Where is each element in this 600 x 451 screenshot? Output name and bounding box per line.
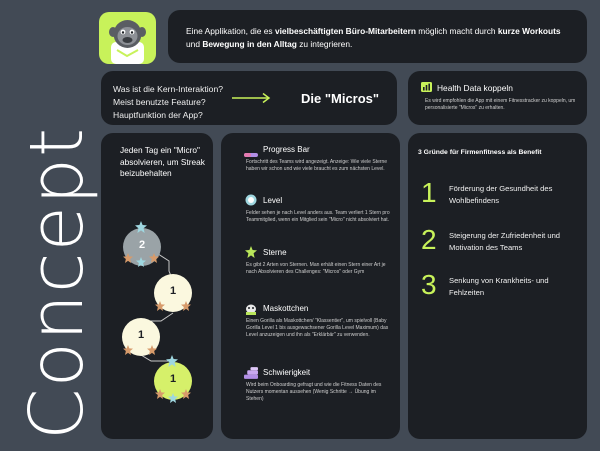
intro-card [168,10,587,63]
feature-mascot-description: Einen Gorilla als Maskottchen/ "Klassentier", um spielvoll (Baby Gorilla Level 1 bis ausgewachsener Gorilla Level Maximum) das Level anzuzeigen und ihn als "Erklärbär" zu verwenden. [246,318,389,338]
mascot-icon [244,303,258,315]
features-card [221,133,400,439]
intro-text: Eine Applikation, die es vielbeschäftigten Büro-Mitarbeitern möglich macht durch kurze Workouts und Bewegung in den Alltag zu integrieren. [186,26,561,49]
benefit-number: 3 [421,269,437,300]
streak-node-label: 1 [137,329,145,341]
star-icon [155,389,165,399]
feature-stars-description: Es gibt 2 Arten von Sternen. Man erhält einen Stern einer Art je nach Absolvieren des Challenges: "Micros" oder Gym [246,262,386,275]
benefits-title: 3 Gründe für Firmenfitness als Benefit [418,149,542,156]
feature-stars: Sterne [263,248,287,257]
star-icon [135,221,147,233]
benefit-number: 2 [421,224,437,255]
streak-title: Jeden Tag ein "Micro" absolvieren, um Streak beizubehalten [120,145,205,178]
question-main-function: Hauptfunktion der App? [113,110,203,120]
gorilla-logo-icon [99,12,156,64]
star-icon [123,253,133,263]
health-data-card [408,71,587,125]
health-description: Es wird empfohlen die App mit einem Fitnesstracker zu koppeln, um personalisierte "Micros" zu erhalten. [425,98,576,111]
feature-difficulty-description: Wird beim Onboarding gefragt und wie die Fitness Daten des Nutzers momentan aussehen (Wenig Schritte → Übung im Stehen) [246,382,382,402]
feature-mascot: Maskottchen [263,304,309,313]
star-icon [155,301,165,311]
level-icon [244,194,258,206]
question-core-interaction: Was ist die Kern-Interaktion? [113,84,224,94]
feature-progress-bar: Progress Bar [263,145,310,154]
feature-level: Level [263,196,283,205]
difficulty-icon [244,367,258,379]
benefit-number: 1 [421,177,437,208]
streak-node-label: 1 [169,373,177,385]
question-most-used-feature: Meist benutzte Feature? [113,97,206,107]
benefit-text: Steigerung der Zufriedenheit und Motivation des Teams [449,231,561,252]
feature-level-description: Felder sehen je nach Level anders aus. Team verliert 1 Stern pro Teammitglied, wenn ein Mitglied sein "Micro" nicht absolviert hat. [246,210,390,223]
micros-answer: Die "Micros" [301,91,380,106]
star-icon [147,345,157,355]
star-icon [136,257,146,267]
star-icon [181,389,191,399]
star-icon [168,393,178,403]
benefits-card [408,133,587,439]
feature-progress-bar-description: Fortschritt des Teams wird angezeigt. Anzeige: Wie viele Sterne haben wir schon und wie viele braucht es zum nächsten Level. [246,159,388,172]
star-icon [166,355,178,367]
benefit-text: Förderung der Gesundheit des Wohlbefindens [449,184,553,205]
concept-title: Concept [14,126,100,440]
streak-card [101,133,213,439]
benefit-text: Senkung von Krankheits- und Fehlzeiten [449,276,549,297]
chart-icon [421,82,432,92]
star-icon [149,253,159,263]
health-title: Health Data koppeln [437,83,513,93]
core-interaction-card [101,71,397,125]
star-icon [244,246,258,258]
star-icon [181,301,191,311]
arrow-right-icon [231,92,271,104]
star-icon [123,345,133,355]
streak-node-label: 1 [169,285,177,297]
streak-node-label: 2 [138,239,146,251]
feature-difficulty: Schwierigkeit [263,368,311,377]
